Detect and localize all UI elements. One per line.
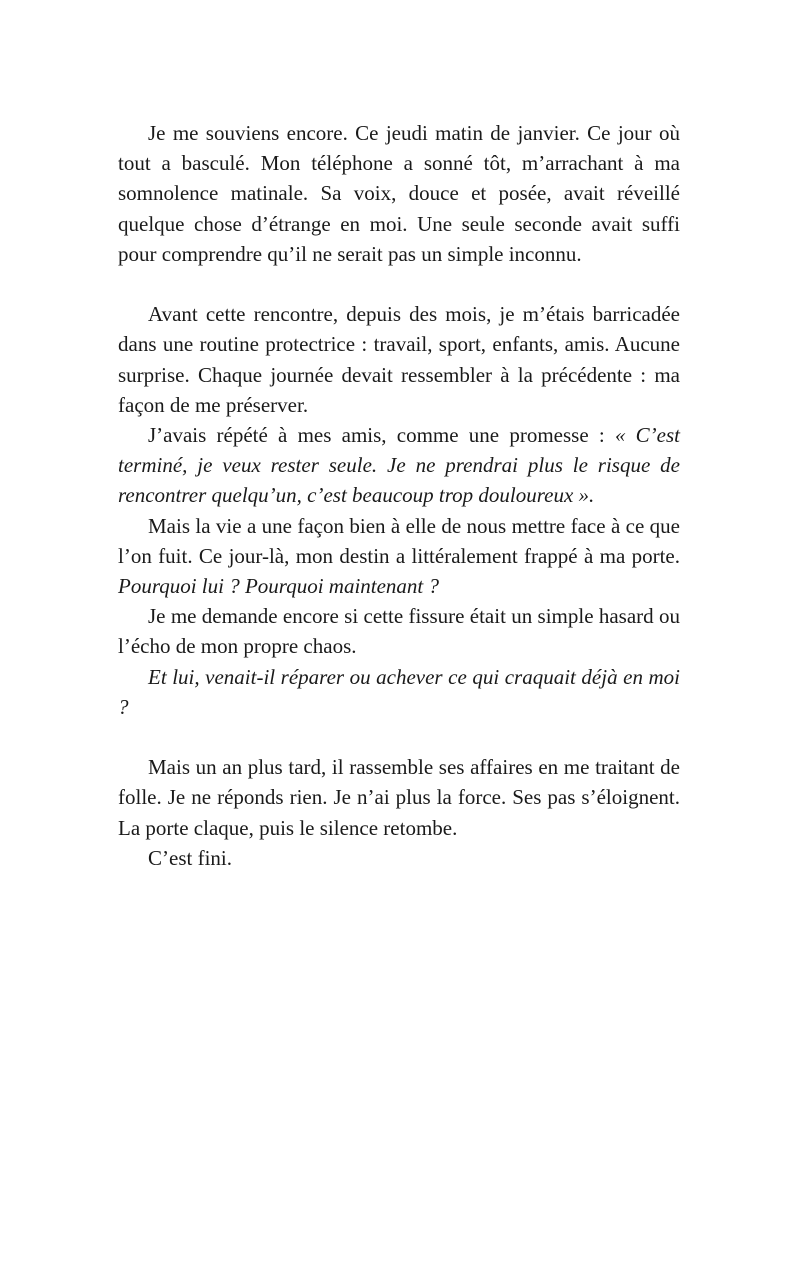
paragraph-ending: C’est fini. xyxy=(148,845,232,870)
paragraph-destiny xyxy=(118,511,680,602)
section-break xyxy=(118,269,680,299)
promise-quote-text: « C’est terminé, je veux rester seule. Je ne prendrai plus le risque de rencontrer quelqu’un, c’est beaucoup trop douloureux ». xyxy=(118,423,681,508)
destiny-text: Mais la vie a une façon bien à elle de nous mettre face à ce que l’on fuit. Ce jour-là, mon destin a littéralement frappé à ma porte. xyxy=(118,513,680,568)
paragraph-routine: Avant cette rencontre, depuis des mois, je m’étais barricadée dans une routine protectrice : travail, sport, enfants, amis. Aucune surprise. Chaque journée devait ressembler à la précédente : ma façon de me préserver. xyxy=(118,302,680,417)
paragraph-fissure: Je me demande encore si cette fissure était un simple hasard ou l’écho de mon propre chaos. xyxy=(118,604,680,659)
paragraph-promise xyxy=(118,420,680,511)
destiny-question-text: Pourquoi lui ? Pourquoi maintenant ? xyxy=(118,574,440,599)
paragraph-phone-call: Je me souviens encore. Ce jeudi matin de janvier. Ce jour où tout a basculé. Mon téléphone a sonné tôt, m’arrachant à ma somnolence matinale. Sa voix, douce et posée, avait réveillé quelque chose d’étrange en moi. Une seule seconde avait suffi pour comprendre qu’il ne serait pas un simple inconnu. xyxy=(118,121,680,266)
paragraph-question: Et lui, venait-il réparer ou achever ce qui craquait déjà en moi ? xyxy=(118,664,680,719)
paragraph-departure: Mais un an plus tard, il rassemble ses affaires en me traitant de folle. Je ne réponds rien. Je n’ai plus la force. Ses pas s’éloignent. La porte claque, puis le silence retombe. xyxy=(118,755,680,840)
promise-intro-text: J’avais répété à mes amis, comme une promesse : xyxy=(148,423,615,448)
book-page xyxy=(118,118,680,873)
section-break xyxy=(118,722,680,752)
